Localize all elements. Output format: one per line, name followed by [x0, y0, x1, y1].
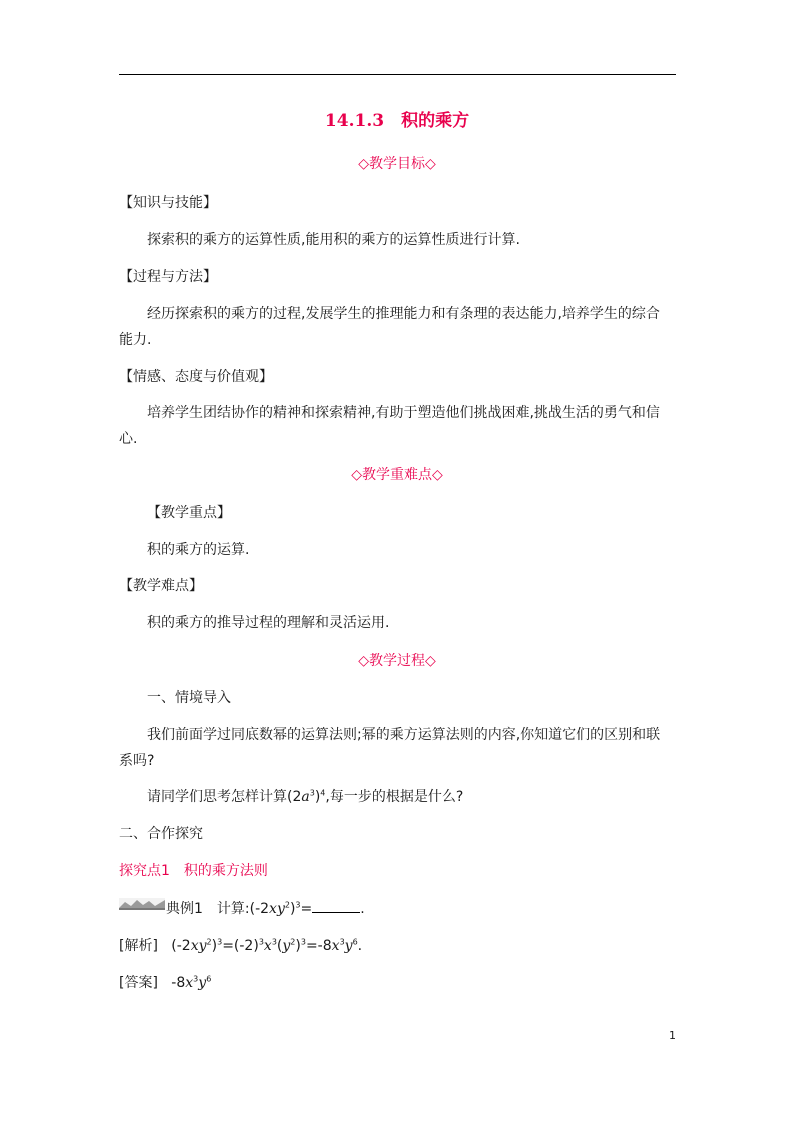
- question-formula: $(2a^3)^4$: [287, 788, 326, 805]
- example-line: [166, 898, 365, 918]
- focus-text: 积的乘方的运算.: [147, 542, 250, 558]
- section-goals: ◇教学目标◇: [358, 156, 436, 172]
- question-line: [147, 786, 463, 806]
- explore-point-heading: 探究点1 积的乘方法则: [119, 863, 268, 879]
- difficulty-text: 积的乘方的推导过程的理解和灵活运用.: [147, 615, 390, 631]
- page-number: 1: [669, 1029, 676, 1042]
- page-title: 14.1.3 积的乘方: [324, 111, 470, 131]
- answer-formula: $-8x^3y^6$: [171, 974, 212, 991]
- question-suffix: ,每一步的根据是什么?: [325, 789, 464, 805]
- process-method-text-line1: 经历探索积的乘方的过程,发展学生的推理能力和有条理的表达能力,培养学生的综合: [147, 306, 660, 322]
- example-label: 典例1 计算:: [166, 901, 250, 917]
- question-prefix: 请同学们思考怎样计算: [147, 789, 287, 805]
- knowledge-text: 探索积的乘方的运算性质,能用积的乘方的运算性质进行计算.: [147, 232, 520, 248]
- analysis-line: [119, 935, 362, 955]
- intro-text-line1: 我们前面学过同底数幂的运算法则;幂的乘方运算法则的内容,你知道它们的区别和联: [147, 727, 661, 743]
- section-key-points: ◇教学重难点◇: [351, 467, 443, 483]
- difficulty-heading: 【教学难点】: [119, 578, 203, 594]
- answer-line: [119, 972, 211, 992]
- intro-heading: 一、情境导入: [147, 690, 231, 706]
- attitude-text-line2: 心.: [119, 431, 138, 447]
- analysis-formula: $(-2xy^2)^3=(-2)^3x^3(y^2)^3=-8x^3y^6$.: [171, 937, 363, 954]
- process-method-heading: 【过程与方法】: [119, 269, 217, 285]
- explore-heading: 二、合作探究: [119, 826, 203, 842]
- attitude-heading: 【情感、态度与价值观】: [119, 369, 273, 385]
- header-rule: [119, 74, 676, 75]
- answer-label: [答案]: [119, 975, 158, 991]
- focus-heading: 【教学重点】: [147, 505, 231, 521]
- knowledge-heading: 【知识与技能】: [119, 195, 217, 211]
- answer-blank: [312, 900, 360, 913]
- section-process: ◇教学过程◇: [358, 653, 436, 669]
- process-method-text-line2: 能力.: [119, 332, 152, 348]
- intro-text-line2: 系吗?: [119, 753, 155, 769]
- attitude-text-line1: 培养学生团结协作的精神和探索精神,有助于塑造他们挑战困难,挑战生活的勇气和信: [147, 405, 660, 421]
- analysis-label: [解析]: [119, 938, 158, 954]
- example-formula: $(-2xy^2)^3=$ .: [249, 900, 365, 917]
- example-marker-icon: [119, 898, 165, 910]
